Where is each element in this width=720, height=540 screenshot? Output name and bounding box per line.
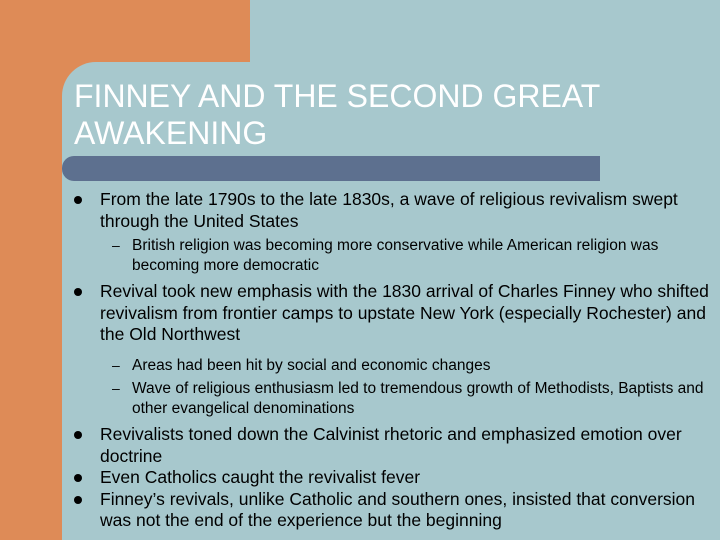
- bullet-text: From the late 1790s to the late 1830s, a wave of religious revivalism swept through the United States: [100, 189, 678, 231]
- sub-bullet-item: [74, 236, 714, 275]
- bullet-item: [74, 424, 714, 467]
- bullet-item: [74, 489, 714, 532]
- bullet-item: [74, 467, 714, 489]
- slide-title: FINNEY AND THE SECOND GREAT AWAKENING: [74, 78, 600, 151]
- dash-icon: –: [112, 237, 120, 253]
- sub-bullet-text: Areas had been hit by social and economic changes: [132, 356, 491, 374]
- bullet-item: [74, 189, 714, 232]
- title-underline-bar: [62, 156, 600, 181]
- sub-bullet-text: Wave of religious enthusiasm led to tremendous growth of Methodists, Baptists and other evangelical denominations: [132, 380, 704, 417]
- sub-bullet-text: British religion was becoming more conservative while American religion was becoming more democratic: [132, 237, 659, 274]
- dash-icon: –: [112, 356, 120, 373]
- bullet-icon: [74, 431, 82, 439]
- bullet-item: [74, 281, 714, 346]
- bullet-icon: [74, 496, 82, 504]
- bullet-icon: [74, 288, 82, 296]
- bullet-list: [74, 189, 714, 532]
- bullet-text: Finney’s revivals, unlike Catholic and southern ones, insisted that conversion was not the end of the experience but the beginning: [100, 488, 695, 530]
- sub-bullet-item: [74, 356, 714, 376]
- sub-bullet-item: [74, 379, 714, 418]
- bullet-text: Revivalists toned down the Calvinist rhetoric and emphasized emotion over doctrine: [100, 424, 682, 466]
- bullet-icon: [74, 474, 82, 482]
- bullet-text: Revival took new emphasis with the 1830 arrival of Charles Finney who shifted revivalism from frontier camps to upstate New York (especially Rochester) and the Old Northwest: [100, 281, 709, 344]
- bullet-text: Even Catholics caught the revivalist fever: [100, 467, 421, 487]
- bullet-icon: [74, 196, 82, 204]
- dash-icon: –: [112, 380, 120, 396]
